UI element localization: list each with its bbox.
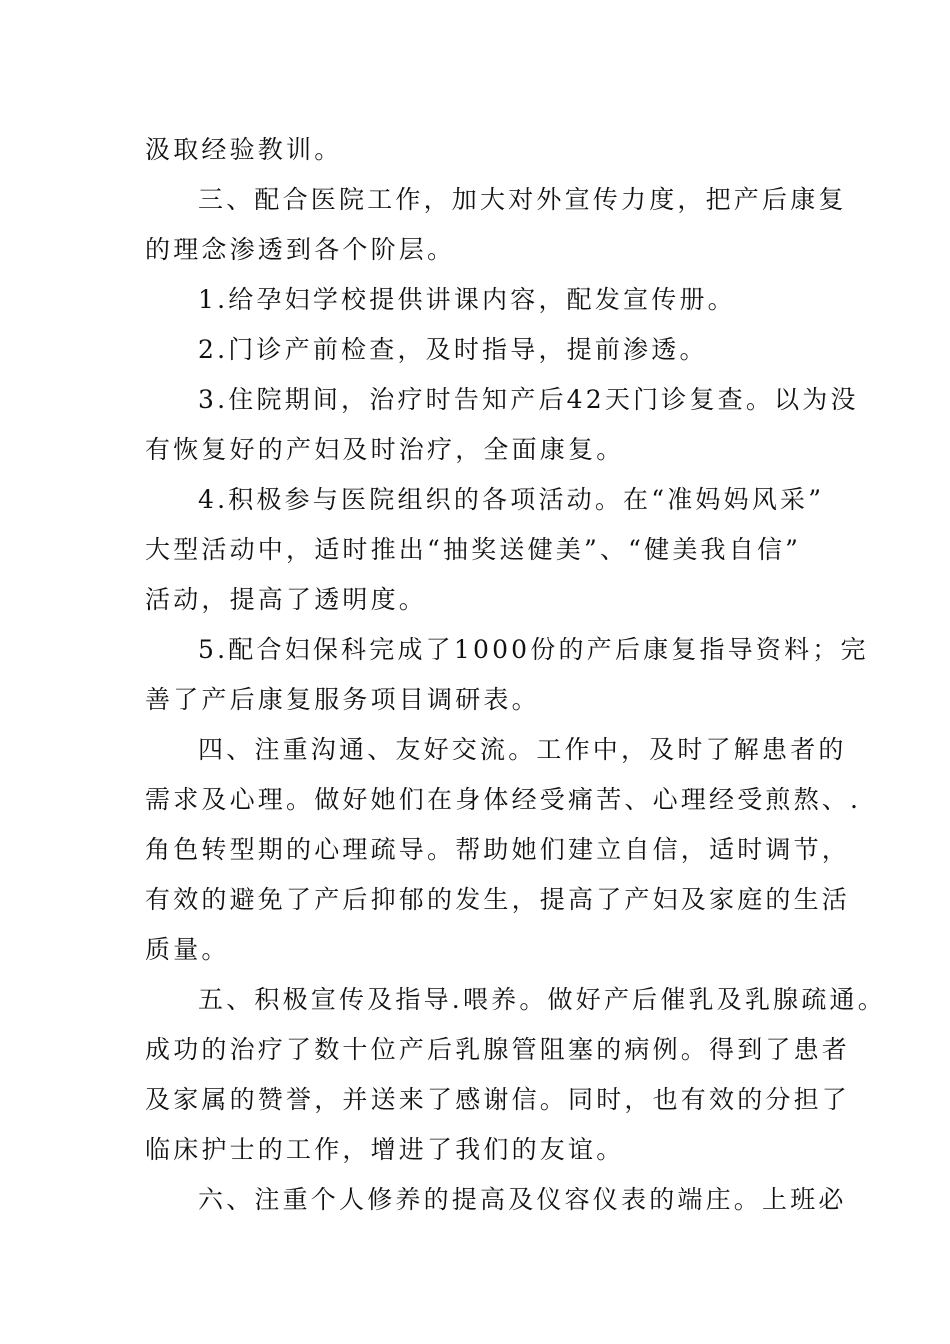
- text-line: 有效的避免了产后抑郁的发生，提高了产妇及家庭的生活: [145, 885, 851, 914]
- text-line: 汲取经验教训。: [145, 135, 343, 164]
- list-item-1: 1.给孕妇学校提供讲课内容，配发宣传册。: [198, 285, 736, 314]
- list-item-4: 4.积极参与医院组织的各项活动。在“准妈妈风采”: [198, 485, 825, 514]
- text-line: 活动，提高了透明度。: [145, 585, 428, 614]
- section-heading-6: 六、注重个人修养的提高及仪容仪表的端庄。上班必: [198, 1185, 847, 1214]
- text-line: 大型活动中，适时推出“抽奖送健美”、“健美我自信”: [145, 535, 802, 564]
- text-line: 善了产后康复服务项目调研表。: [145, 685, 540, 714]
- list-item-3: 3.住院期间，治疗时告知产后42天门诊复查。以为没: [198, 385, 859, 414]
- text-line: 角色转型期的心理疏导。帮助她们建立自信，适时调节，: [145, 835, 851, 864]
- text-line: 成功的治疗了数十位产后乳腺管阻塞的病例。得到了患者: [145, 1035, 851, 1064]
- text-line: 及家属的赞誉，并送来了感谢信。同时，也有效的分担了: [145, 1085, 851, 1114]
- list-item-5: 5.配合妇保科完成了1000份的产后康复指导资料；完: [198, 635, 869, 664]
- section-heading-5: 五、积极宣传及指导.喂养。做好产后催乳及乳腺疏通。: [198, 985, 886, 1014]
- section-heading-3: 三、配合医院工作，加大对外宣传力度，把产后康复: [198, 185, 847, 214]
- text-line: 临床护士的工作，增进了我们的友谊。: [145, 1135, 625, 1164]
- text-line: 需求及心理。做好她们在身体经受痛苦、心理经受煎熬、.: [145, 785, 862, 814]
- list-item-2: 2.门诊产前检查，及时指导，提前渗透。: [198, 335, 708, 364]
- text-line: 有恢复好的产妇及时治疗，全面康复。: [145, 435, 625, 464]
- section-heading-4: 四、注重沟通、友好交流。工作中，及时了解患者的: [198, 735, 847, 764]
- text-line: 质量。: [145, 935, 230, 964]
- text-line: 的理念渗透到各个阶层。: [145, 235, 456, 264]
